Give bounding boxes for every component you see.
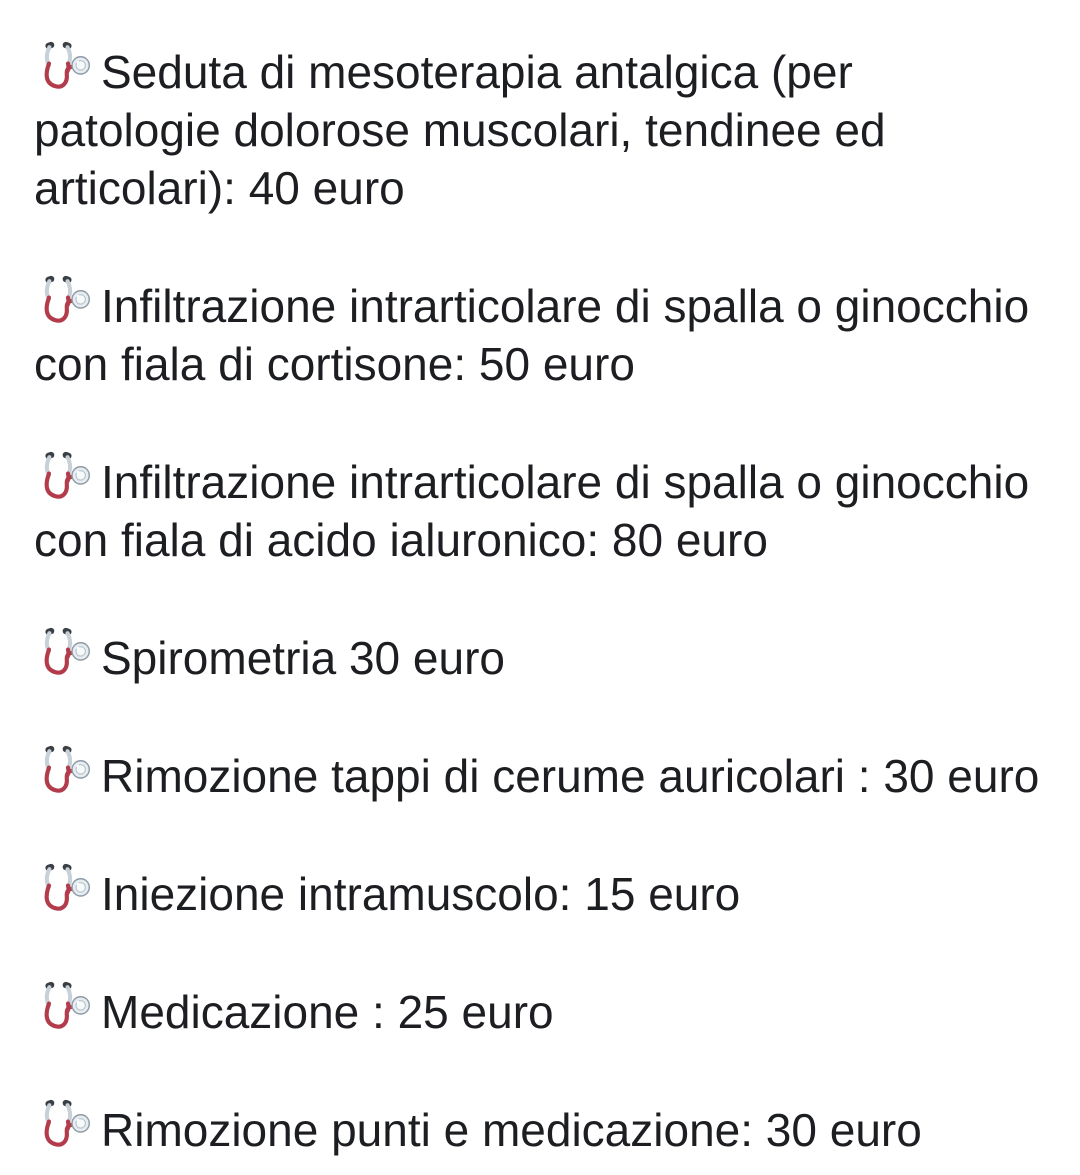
list-item bbox=[34, 450, 1046, 569]
list-item bbox=[34, 862, 1046, 923]
service-text: Infiltrazione intrarticolare di spalla o ginocchio con fiala di cortisone: 50 euro bbox=[34, 280, 1030, 390]
service-text: Seduta di mesoterapia antalgica (per patologie dolorose muscolari, tendinee ed articolari): 40 euro bbox=[34, 46, 886, 214]
stethoscope-icon bbox=[34, 450, 92, 508]
service-text: Iniezione intramuscolo: 15 euro bbox=[101, 868, 741, 920]
stethoscope-icon bbox=[34, 40, 92, 98]
list-item bbox=[34, 40, 1046, 217]
service-text: Spirometria 30 euro bbox=[101, 632, 505, 684]
list-item bbox=[34, 626, 1046, 687]
list-item bbox=[34, 744, 1046, 805]
stethoscope-icon bbox=[34, 862, 92, 920]
stethoscope-icon bbox=[34, 980, 92, 1038]
service-text: Medicazione : 25 euro bbox=[101, 986, 554, 1038]
stethoscope-icon bbox=[34, 1098, 92, 1156]
list-item bbox=[34, 980, 1046, 1041]
stethoscope-icon bbox=[34, 274, 92, 332]
service-text: Rimozione tappi di cerume auricolari : 30 euro bbox=[101, 750, 1040, 802]
service-text: Rimozione punti e medicazione: 30 euro bbox=[101, 1104, 922, 1156]
list-item bbox=[34, 1098, 1046, 1159]
stethoscope-icon bbox=[34, 626, 92, 684]
service-text: Infiltrazione intrarticolare di spalla o ginocchio con fiala di acido ialuronico: 80 euro bbox=[34, 456, 1030, 566]
list-item bbox=[34, 274, 1046, 393]
stethoscope-icon bbox=[34, 744, 92, 802]
